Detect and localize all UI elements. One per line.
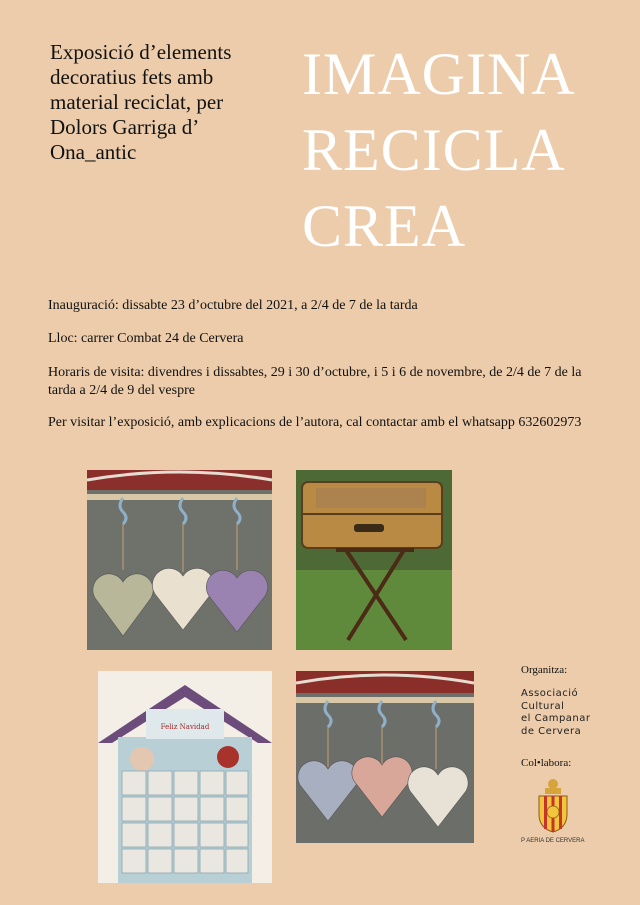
association-logo-text (521, 688, 591, 738)
opening-info: Inauguració: dissabte 23 d’octubre del 2021, a 2/4 de 7 de la tarda (48, 298, 418, 313)
poster-title (302, 36, 576, 264)
paeria-shield-icon (535, 778, 571, 834)
advent-sign-text: Feliz Navidad (160, 723, 210, 731)
title-line-recicla: RECICLA (302, 117, 566, 183)
visiting-hours-info: Horaris de visita: divendres i dissabtes, 29 i 30 d’octubre, i 5 i 6 de novembre, de 2/4 de 7 de la tarda a 2/4 de 9 del vespre (48, 365, 582, 398)
association-line-4: de Cervera (521, 725, 582, 737)
photo-hanging-hearts (87, 470, 272, 650)
organitza-label: Organitza: (521, 664, 568, 676)
photo-patterned-hearts (296, 671, 474, 843)
location-info: Lloc: carrer Combat 24 de Cervera (48, 331, 244, 346)
title-line-crea: CREA (302, 193, 467, 259)
photo-vintage-suitcase (296, 470, 452, 650)
association-line-1: Associació (521, 688, 579, 699)
exhibition-subtitle: Exposició d’elements decoratius fets amb material reciclat, per Dolors Garriga d’ Ona_antic (50, 40, 232, 164)
photo-advent-calendar-house (98, 671, 272, 883)
paeria-logo-text: P AERIA DE CERVERA (521, 838, 585, 844)
association-line-3: el Campanar (521, 713, 591, 724)
collabora-label-text: Col•labora: (521, 757, 572, 769)
association-line-2: Cultural (521, 700, 565, 712)
contact-info: Per visitar l’exposició, amb explicacions de l’autora, cal contactar amb el whatsapp 632602973 (48, 415, 582, 430)
title-line-imagina: IMAGINA (302, 41, 576, 107)
